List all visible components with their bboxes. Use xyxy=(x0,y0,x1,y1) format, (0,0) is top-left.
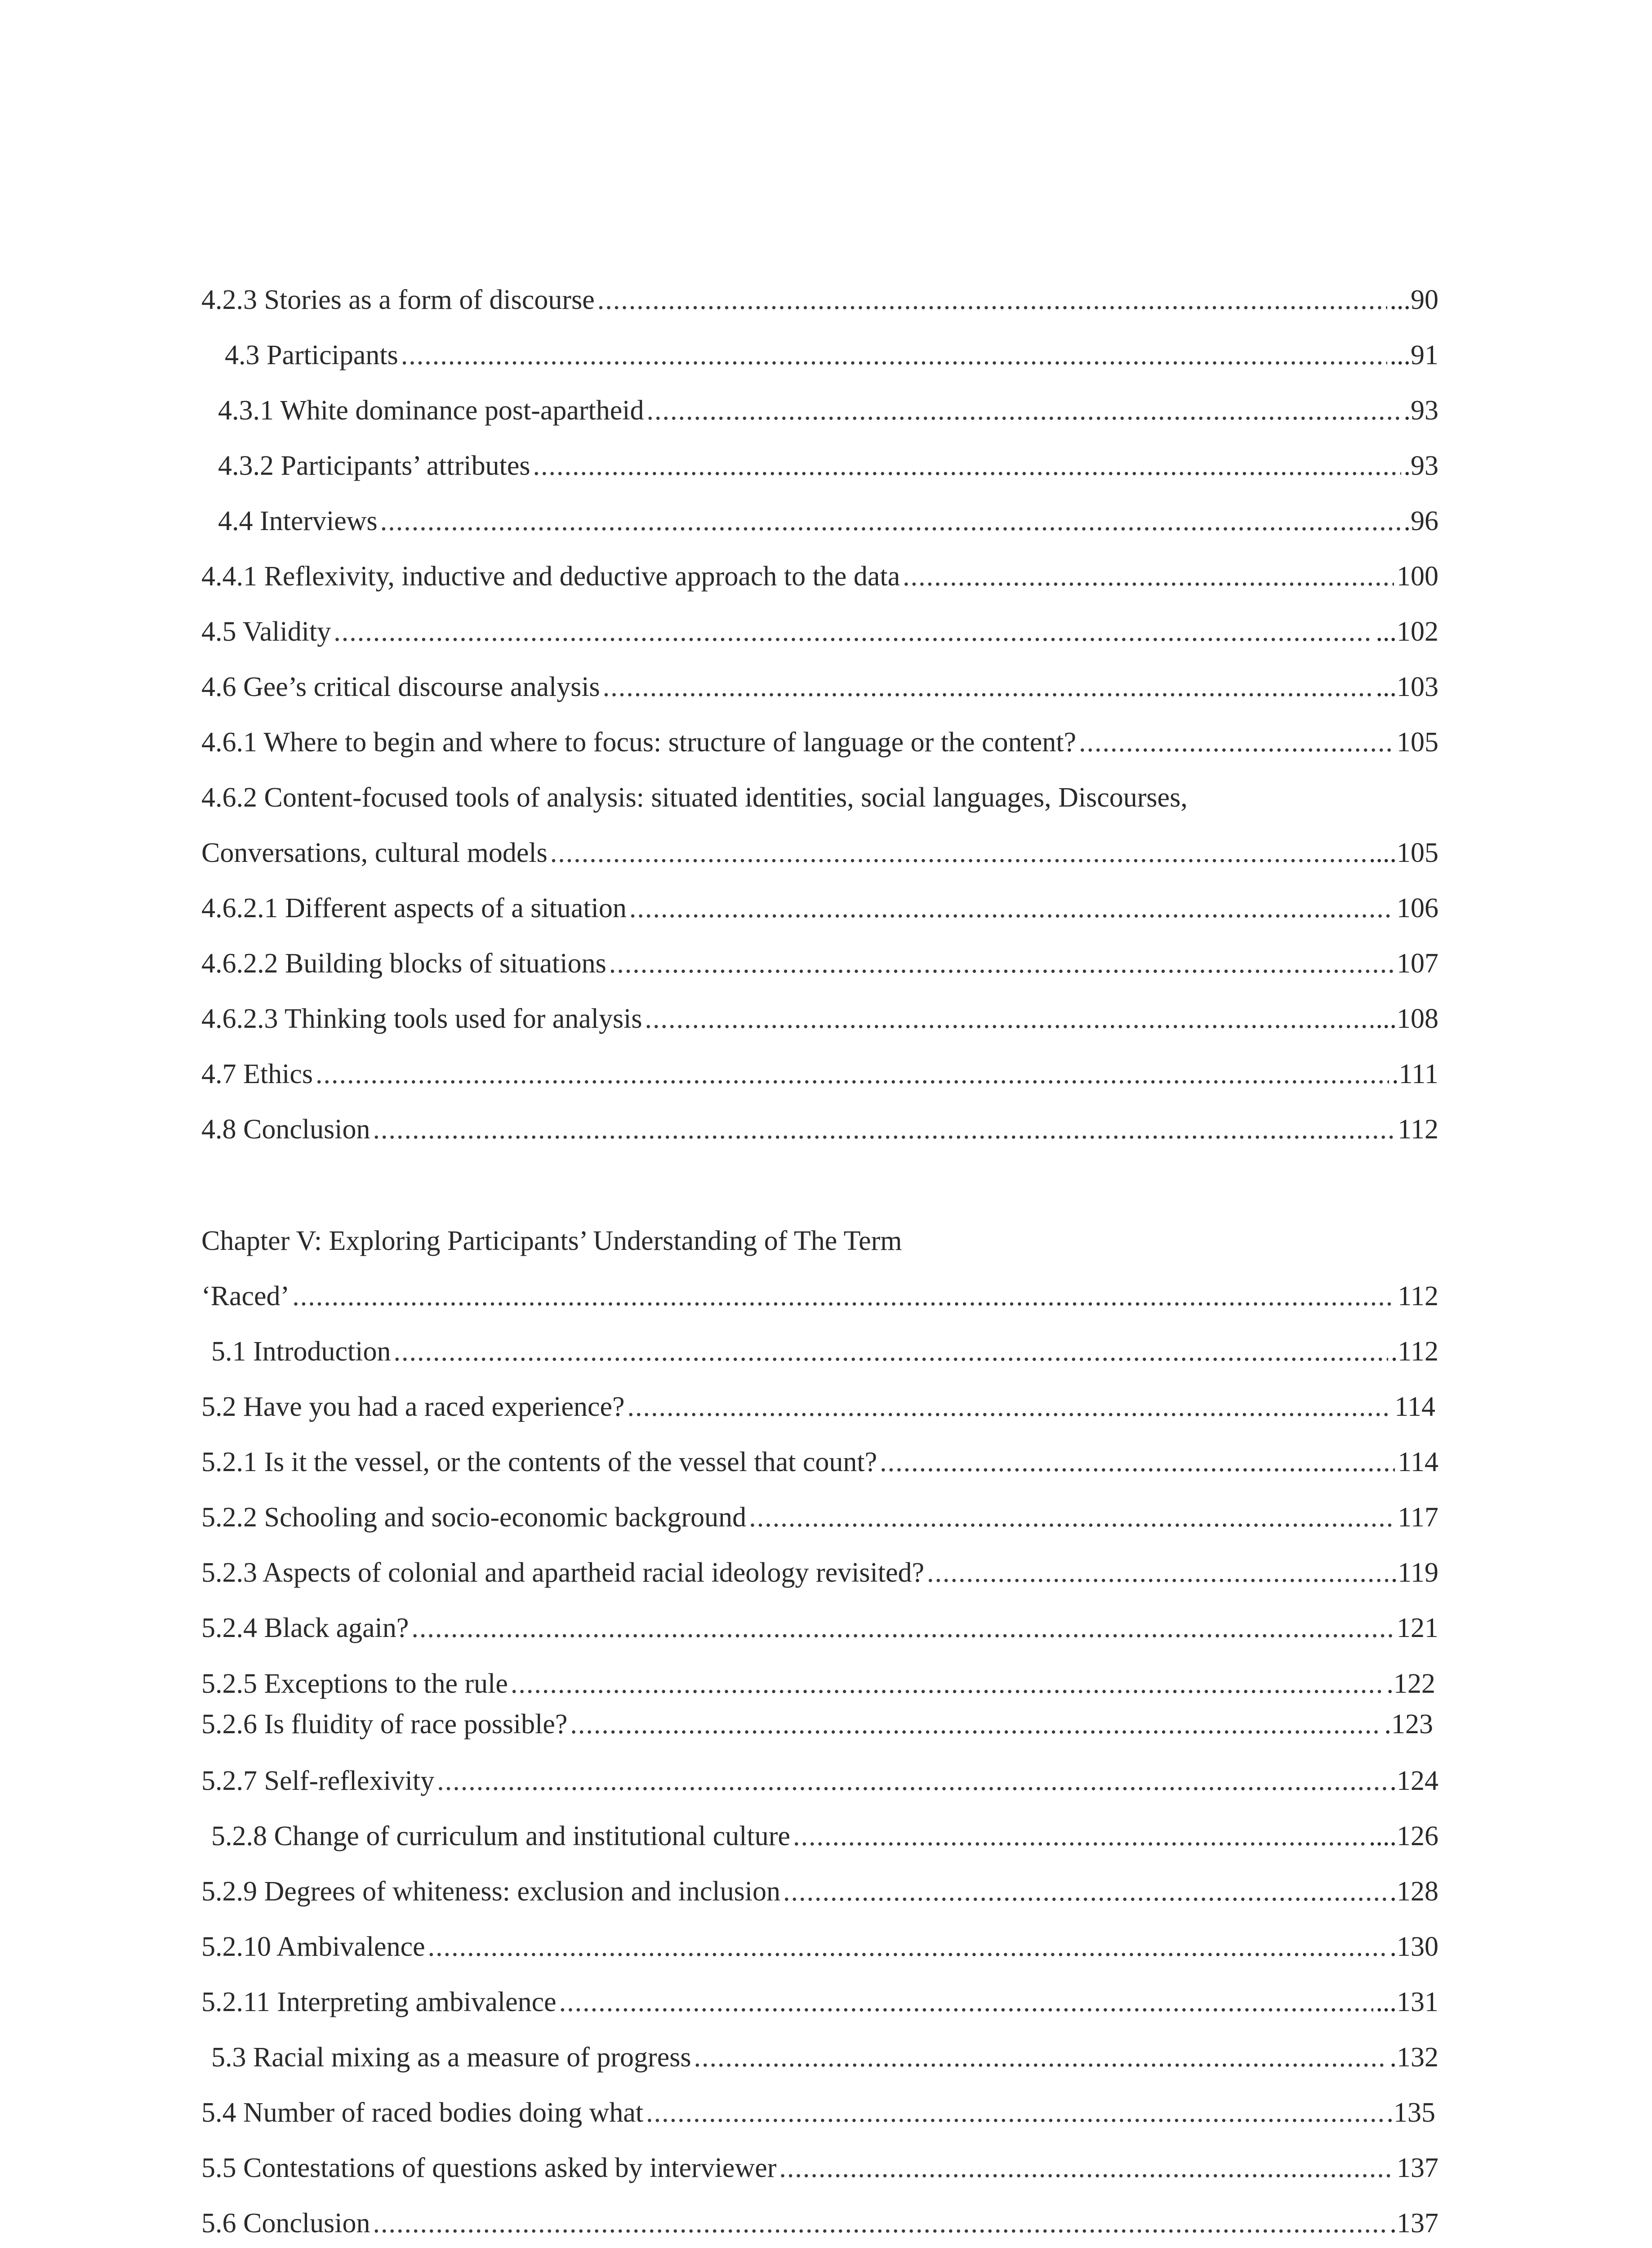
toc-entry-page: .96 xyxy=(1403,506,1438,536)
toc-entry xyxy=(201,275,1438,325)
toc-entry xyxy=(201,1271,1438,1321)
toc-entry-page: 112 xyxy=(1398,1281,1438,1311)
toc-entry xyxy=(201,1382,1435,1432)
dot-leader xyxy=(783,1867,1387,1916)
toc-entry-page: .124 xyxy=(1389,1766,1438,1796)
toc-entry xyxy=(201,2088,1435,2137)
toc-entry-page: .123 xyxy=(1384,1709,1433,1740)
toc-entry-title: 5.2.6 Is fluidity of race possible? xyxy=(201,1709,568,1740)
dot-leader xyxy=(373,1105,1395,1154)
toc-entry-title: 5.5 Contestations of questions asked by interviewer xyxy=(201,2153,777,2183)
toc-entry-title: 4.6.2 Content-focused tools of analysis: situated identities, social languages, Discourses, xyxy=(201,782,1188,813)
toc-entry-page: ...108 xyxy=(1376,1004,1438,1034)
toc-entry-page: ...91 xyxy=(1389,340,1438,370)
toc-entry-page: .93 xyxy=(1403,395,1438,426)
toc-entry-title: 4.3.1 White dominance post-apartheid xyxy=(218,395,644,426)
dot-leader xyxy=(793,1811,1366,1861)
toc-entry-page: .93 xyxy=(1403,450,1438,481)
toc-entry xyxy=(201,1437,1438,1487)
toc-entry-title: 4.3.2 Participants’ attributes xyxy=(218,450,530,481)
dot-leader xyxy=(629,883,1394,933)
dot-leader xyxy=(401,330,1387,380)
toc-entry-page: 107 xyxy=(1397,948,1438,979)
dot-leader xyxy=(411,1603,1394,1653)
dot-leader xyxy=(394,1327,1388,1376)
toc-entry-page: .128 xyxy=(1389,1876,1438,1907)
toc-entry-page: 137 xyxy=(1397,2153,1438,2183)
toc-entry-page: ....105 xyxy=(1369,838,1438,868)
toc-entry-title: 4.2.3 Stories as a form of discourse xyxy=(201,285,595,315)
toc-entry xyxy=(211,2033,1438,2082)
toc-entry-title: 4.4 Interviews xyxy=(218,506,378,536)
toc-entry-title: 4.3 Participants xyxy=(225,340,398,370)
toc-entry-title: 5.2.8 Change of curriculum and institutional culture xyxy=(211,1821,790,1851)
toc-entry xyxy=(218,441,1438,491)
toc-entry-page: ...90 xyxy=(1389,285,1438,315)
toc-entry-page: .137 xyxy=(1389,2208,1438,2239)
toc-entry-title: 5.2.1 Is it the vessel, or the contents of the vessel that count? xyxy=(201,1447,877,1477)
toc-entry xyxy=(225,330,1438,380)
toc-entry xyxy=(201,1493,1438,1542)
toc-entry xyxy=(211,1811,1438,1861)
toc-entry-page: .111 xyxy=(1392,1059,1438,1089)
toc-entry-title: 5.2.7 Self-reflexivity xyxy=(201,1766,435,1796)
toc-entry-title: 5.3 Racial mixing as a measure of progress xyxy=(211,2042,691,2073)
dot-leader xyxy=(779,2143,1394,2193)
toc-entry xyxy=(211,1327,1438,1376)
dot-leader xyxy=(533,441,1401,491)
toc-entry-title: 4.6.2.1 Different aspects of a situation xyxy=(201,893,627,923)
toc-entry xyxy=(201,883,1438,933)
dot-leader xyxy=(880,1437,1395,1487)
dot-leader xyxy=(570,1699,1381,1749)
dot-leader xyxy=(428,1922,1387,1971)
chapter-heading: Chapter V: Exploring Participants’ Understanding of The Term xyxy=(201,1226,902,1256)
toc-entry xyxy=(201,828,1438,878)
dot-leader xyxy=(646,2088,1384,2137)
toc-entry-page: .132 xyxy=(1389,2042,1438,2073)
toc-entry xyxy=(201,1922,1438,1971)
toc-entry xyxy=(201,1105,1438,1154)
toc-entry xyxy=(201,1977,1438,2027)
toc-entry-page: 105 xyxy=(1397,727,1438,758)
dot-leader xyxy=(645,994,1373,1044)
toc-entry-title: Conversations, cultural models xyxy=(201,838,548,868)
toc-entry-title: 4.5 Validity xyxy=(201,616,331,647)
dot-leader xyxy=(437,1756,1387,1806)
toc-entry xyxy=(201,994,1438,1044)
toc-entry-title: 4.6 Gee’s critical discourse analysis xyxy=(201,672,600,702)
toc-entry xyxy=(218,386,1438,435)
toc-entry-title: 5.2 Have you had a raced experience? xyxy=(201,1392,625,1422)
toc-entry-page: 117 xyxy=(1398,1502,1438,1533)
toc-entry-page: 114 xyxy=(1394,1392,1435,1422)
dot-leader xyxy=(373,2199,1387,2248)
toc-entry xyxy=(218,496,1438,546)
toc-entry-page: .119 xyxy=(1390,1557,1438,1588)
toc-entry-title: 4.8 Conclusion xyxy=(201,1114,370,1145)
dot-leader xyxy=(334,607,1373,656)
toc-entry-title: 5.2.5 Exceptions to the rule xyxy=(201,1668,508,1699)
toc-entry-page: .135 xyxy=(1386,2097,1435,2128)
dot-leader xyxy=(292,1271,1395,1321)
toc-entry xyxy=(201,1049,1438,1099)
toc-entry xyxy=(201,662,1438,712)
toc-entry-page: ...103 xyxy=(1376,672,1438,702)
toc-entry xyxy=(201,1699,1433,1749)
toc-entry-page: ...102 xyxy=(1376,616,1438,647)
toc-entry-title: 4.4.1 Reflexivity, inductive and deductive approach to the data xyxy=(201,561,900,592)
toc-entry-page: ...131 xyxy=(1376,1987,1438,2017)
toc-entry xyxy=(201,1867,1438,1916)
toc-entry-page: .122 xyxy=(1386,1668,1435,1699)
toc-entry-title: 5.2.4 Black again? xyxy=(201,1613,409,1643)
dot-leader xyxy=(1079,718,1394,767)
toc-entry-title: 5.4 Number of raced bodies doing what xyxy=(201,2097,644,2128)
dot-leader xyxy=(749,1493,1395,1542)
toc-entry xyxy=(201,939,1438,988)
toc-entry-page: 112 xyxy=(1398,1114,1438,1145)
toc-entry-title: 4.6.1 Where to begin and where to focus: structure of language or the content? xyxy=(201,727,1077,758)
toc-entry-title: 5.2.9 Degrees of whiteness: exclusion and inclusion xyxy=(201,1876,780,1907)
toc-entry-title: 4.7 Ethics xyxy=(201,1059,313,1089)
dot-leader xyxy=(903,552,1394,601)
dot-leader xyxy=(609,939,1394,988)
dot-leader xyxy=(694,2033,1387,2082)
toc-entry xyxy=(201,1756,1438,1806)
dot-leader xyxy=(550,828,1366,878)
dot-leader xyxy=(647,386,1401,435)
toc-entry-page: 106 xyxy=(1397,893,1438,923)
toc-entry xyxy=(201,552,1438,601)
toc-entry xyxy=(201,607,1438,656)
toc-entry-title: 4.6.2.3 Thinking tools used for analysis xyxy=(201,1004,642,1034)
dot-leader xyxy=(628,1382,1392,1432)
toc-entry xyxy=(201,1603,1438,1653)
toc-entry-page: .130 xyxy=(1389,1931,1438,1962)
dot-leader xyxy=(380,496,1401,546)
toc-entry-title: 5.2.10 Ambivalence xyxy=(201,1931,425,1962)
toc-entry xyxy=(201,718,1438,767)
toc-entry-page: 114 xyxy=(1398,1447,1438,1477)
toc-entry-title: 5.2.3 Aspects of colonial and apartheid racial ideology revisited? xyxy=(201,1557,925,1588)
dot-leader xyxy=(316,1049,1389,1099)
toc-entry xyxy=(201,2143,1438,2193)
toc-entry-page: 100 xyxy=(1397,561,1438,592)
toc-entry-page: ....126 xyxy=(1369,1821,1438,1851)
toc-entry-title: 5.2.2 Schooling and socio-economic background xyxy=(201,1502,747,1533)
dot-leader xyxy=(597,275,1387,325)
toc-entry-title: ‘Raced’ xyxy=(201,1281,290,1311)
toc-entry-page: .112 xyxy=(1390,1336,1438,1367)
toc-entry-page: 121 xyxy=(1397,1613,1438,1643)
toc-entry xyxy=(201,1548,1438,1597)
dot-leader xyxy=(927,1548,1388,1597)
dot-leader xyxy=(603,662,1373,712)
toc-entry-title: 5.2.11 Interpreting ambivalence xyxy=(201,1987,557,2017)
toc-entry xyxy=(201,2199,1438,2248)
toc-entry-title: 5.6 Conclusion xyxy=(201,2208,370,2239)
toc-entry-title: 5.1 Introduction xyxy=(211,1336,391,1367)
dot-leader xyxy=(559,1977,1373,2027)
toc-entry-title: 4.6.2.2 Building blocks of situations xyxy=(201,948,606,979)
